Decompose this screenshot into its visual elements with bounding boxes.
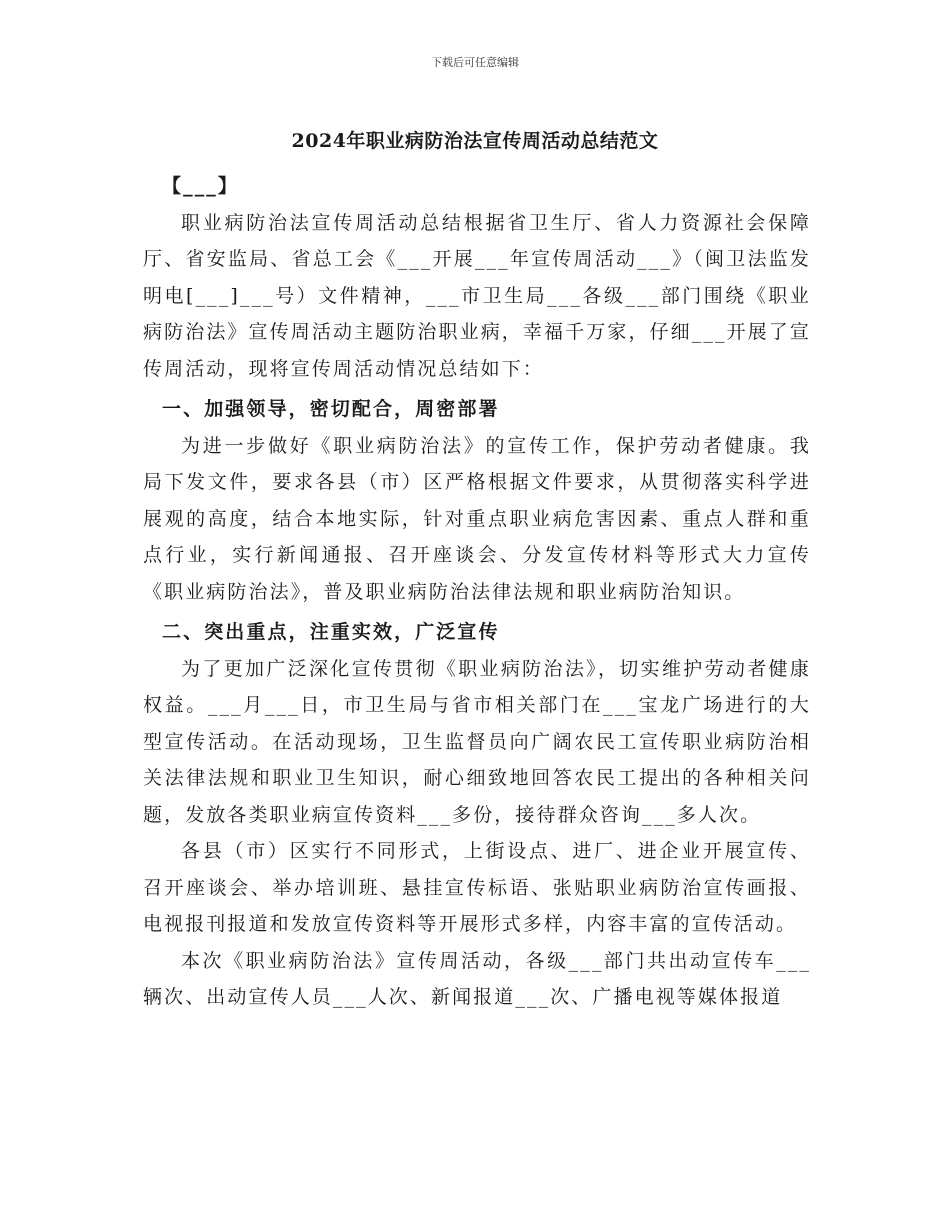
document-body: [143, 168, 811, 1016]
bracket-placeholder: 【___】: [162, 175, 240, 197]
paragraph-3: 各县（市）区实行不同形式，上街设点、进厂、进企业开展宣传、召开座谈会、举办培训班、悬挂宣传标语、张贴职业病防治宣传画报、电视报刊报道和发放宣传资料等开展形式多样，内容丰富的宣传活动。: [143, 840, 811, 935]
section-heading-1: 一、加强领导，密切配合，周密部署: [162, 398, 500, 420]
section-heading-2: 二、突出重点，注重实效，广泛宣传: [162, 621, 500, 643]
header-note: 下载后可任意编辑: [431, 56, 519, 69]
paragraph-1: 为进一步做好《职业病防治法》的宣传工作，保护劳动者健康。我局下发文件，要求各县（市）区严格根据文件要求，从贯彻落实科学进展观的高度，结合本地实际，针对重点职业病危害因素、重点人群和重点行业，实行新闻通报、召开座谈会、分发宣传材料等形式大力宣传《职业病防治法》，普及职业病防治法律法规和职业病防治知识。: [143, 434, 811, 603]
document-title: 2024年职业病防治法宣传周活动总结范文: [291, 130, 659, 152]
paragraph-4: 本次《职业病防治法》宣传周活动，各级___部门共出动宣传车___辆次、出动宣传人员___人次、新闻报道___次、广播电视等媒体报道: [143, 949, 811, 1008]
intro-paragraph: 职业病防治法宣传周活动总结根据省卫生厅、省人力资源社会保障厅、省安监局、省总工会《___开展___年宣传周活动___》（闽卫法监发明电[___]___号）文件精神，___市卫生局___各级___部门围绕《职业病防治法》宣传周活动主题防治职业病，幸福千万家，仔细___开展了宣传周活动，现将宣传周活动情况总结如下：: [143, 211, 811, 380]
paragraph-2: 为了更加广泛深化宣传贯彻《职业病防治法》，切实维护劳动者健康权益。___月___日，市卫生局与省市相关部门在___宝龙广场进行的大型宣传活动。在活动现场，卫生监督员向广阔农民工宣传职业病防治相关法律法规和职业卫生知识，耐心细致地回答农民工提出的各种相关问题，发放各类职业病宣传资料___多份，接待群众咨询___多人次。: [143, 657, 811, 826]
